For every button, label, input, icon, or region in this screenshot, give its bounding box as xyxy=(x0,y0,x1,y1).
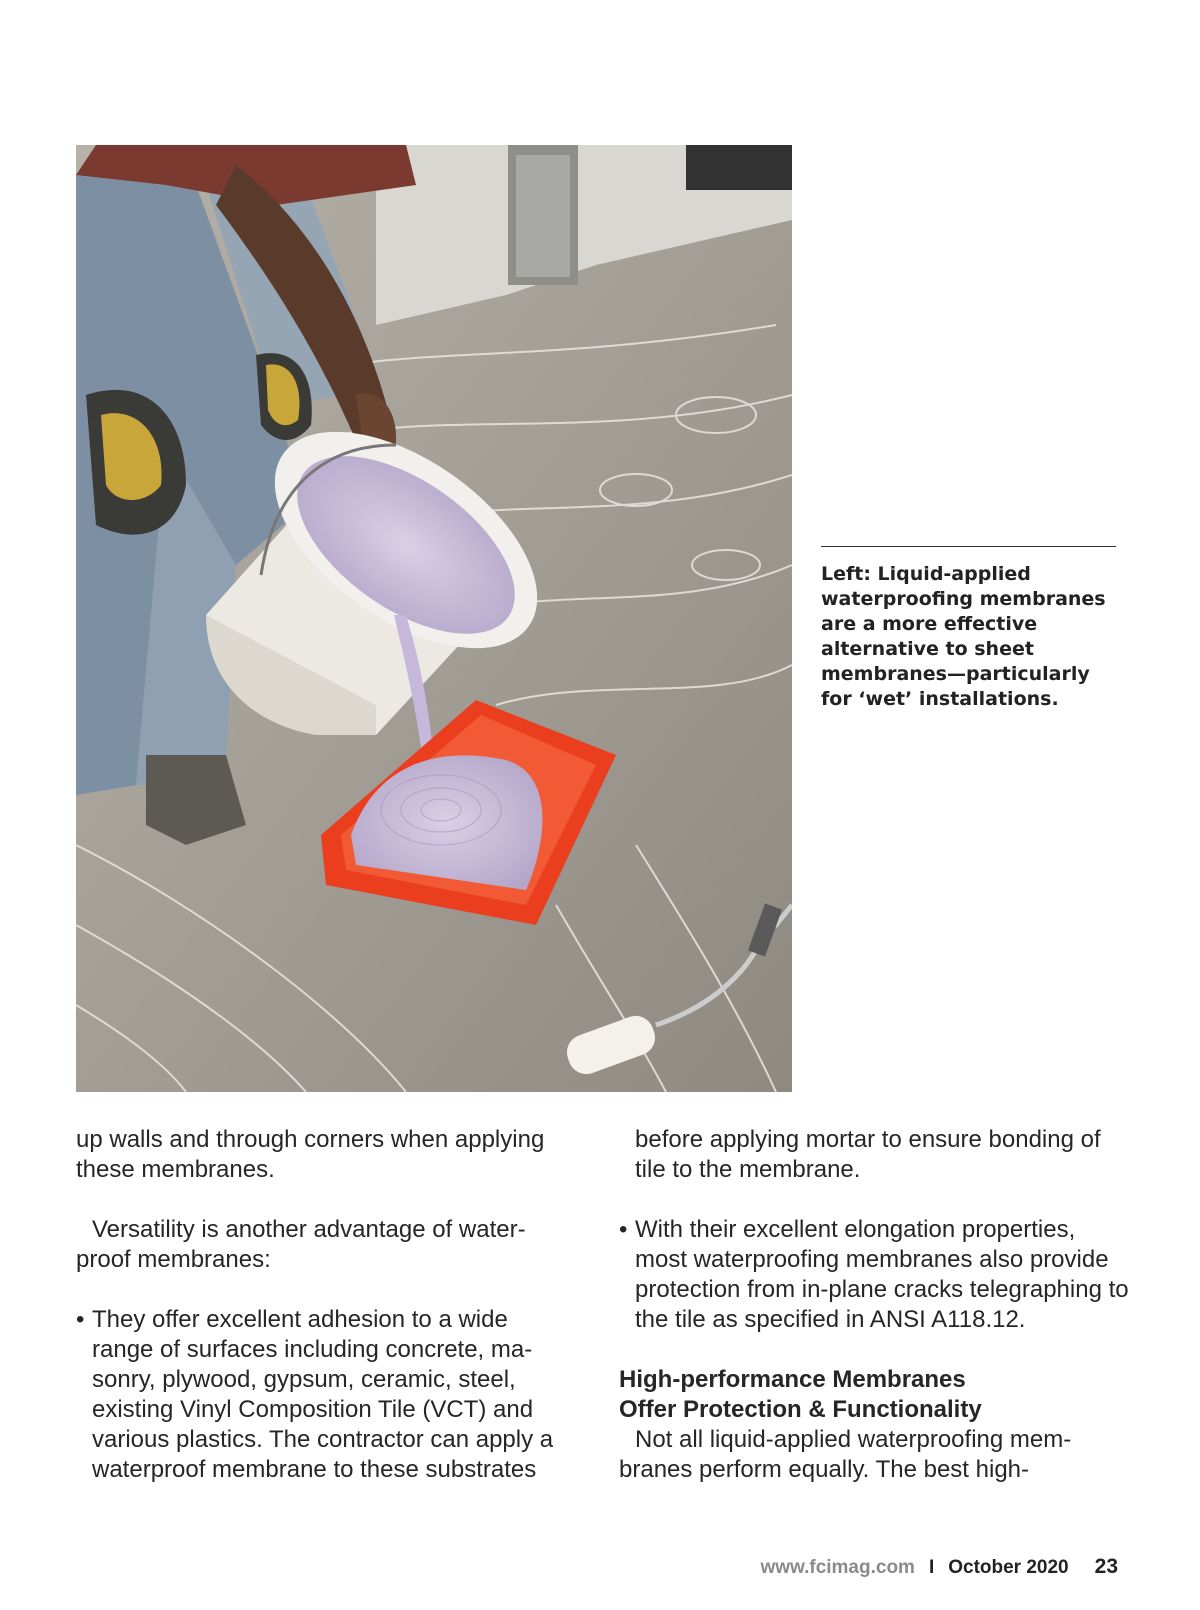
photo-liquid-membrane-pour-icon xyxy=(76,145,792,1092)
photo-caption: Left: Liquid-applied waterproofing membranes are a more effective alternative to sheet membranes—particularly for ‘wet’ installations. xyxy=(821,563,1106,710)
article-photo xyxy=(76,145,792,1092)
bullet-item-elongation xyxy=(619,1215,1129,1335)
caption-divider xyxy=(821,546,1116,547)
page-number: 23 xyxy=(1094,1555,1118,1578)
page-footer xyxy=(760,1555,1118,1579)
bullet-adhesion-first: They offer excellent adhesion to a wide xyxy=(92,1306,508,1333)
footer-website-link[interactable]: www.fcimag.com xyxy=(760,1557,915,1578)
article-column-left xyxy=(76,1125,576,1485)
paragraph-performance-line2: branes perform equally. The best high- xyxy=(619,1456,1030,1483)
paragraph-versatility-line1: Versatility is another advantage of water- xyxy=(92,1216,526,1243)
bullet-item-adhesion xyxy=(76,1305,576,1485)
paragraph-performance-line1: Not all liquid-applied waterproofing mem- xyxy=(635,1426,1072,1453)
paragraph-continued: up walls and through corners when applying these membranes. xyxy=(76,1126,545,1183)
paragraph-bonding: before applying mortar to ensure bonding of tile to the membrane. xyxy=(635,1126,1101,1183)
footer-separator: I xyxy=(928,1557,935,1578)
bullet-elongation-first: With their excellent elongation properties, xyxy=(635,1216,1076,1243)
bullet-elongation-rest: most waterproofing membranes also provide protection from in-plane cracks telegraphing to the tile as specified in ANSI A118.12. xyxy=(635,1246,1129,1333)
bullet-adhesion-rest: range of surfaces including concrete, ma-sonry, plywood, gypsum, ceramic, steel, existing Vinyl Composition Tile (VCT) and various plastics. The contractor can apply a waterproof membrane to these substrates xyxy=(92,1336,554,1483)
bullet-icon: • xyxy=(619,1216,628,1243)
section-heading-line1: High-performance Membranes xyxy=(619,1366,966,1393)
article-column-right xyxy=(619,1125,1129,1485)
section-heading-line2: Offer Protection & Functionality xyxy=(619,1396,982,1423)
footer-issue-date: October 2020 xyxy=(948,1557,1069,1578)
bullet-icon: • xyxy=(76,1306,85,1333)
paragraph-versatility-line2: proof membranes: xyxy=(76,1246,271,1273)
